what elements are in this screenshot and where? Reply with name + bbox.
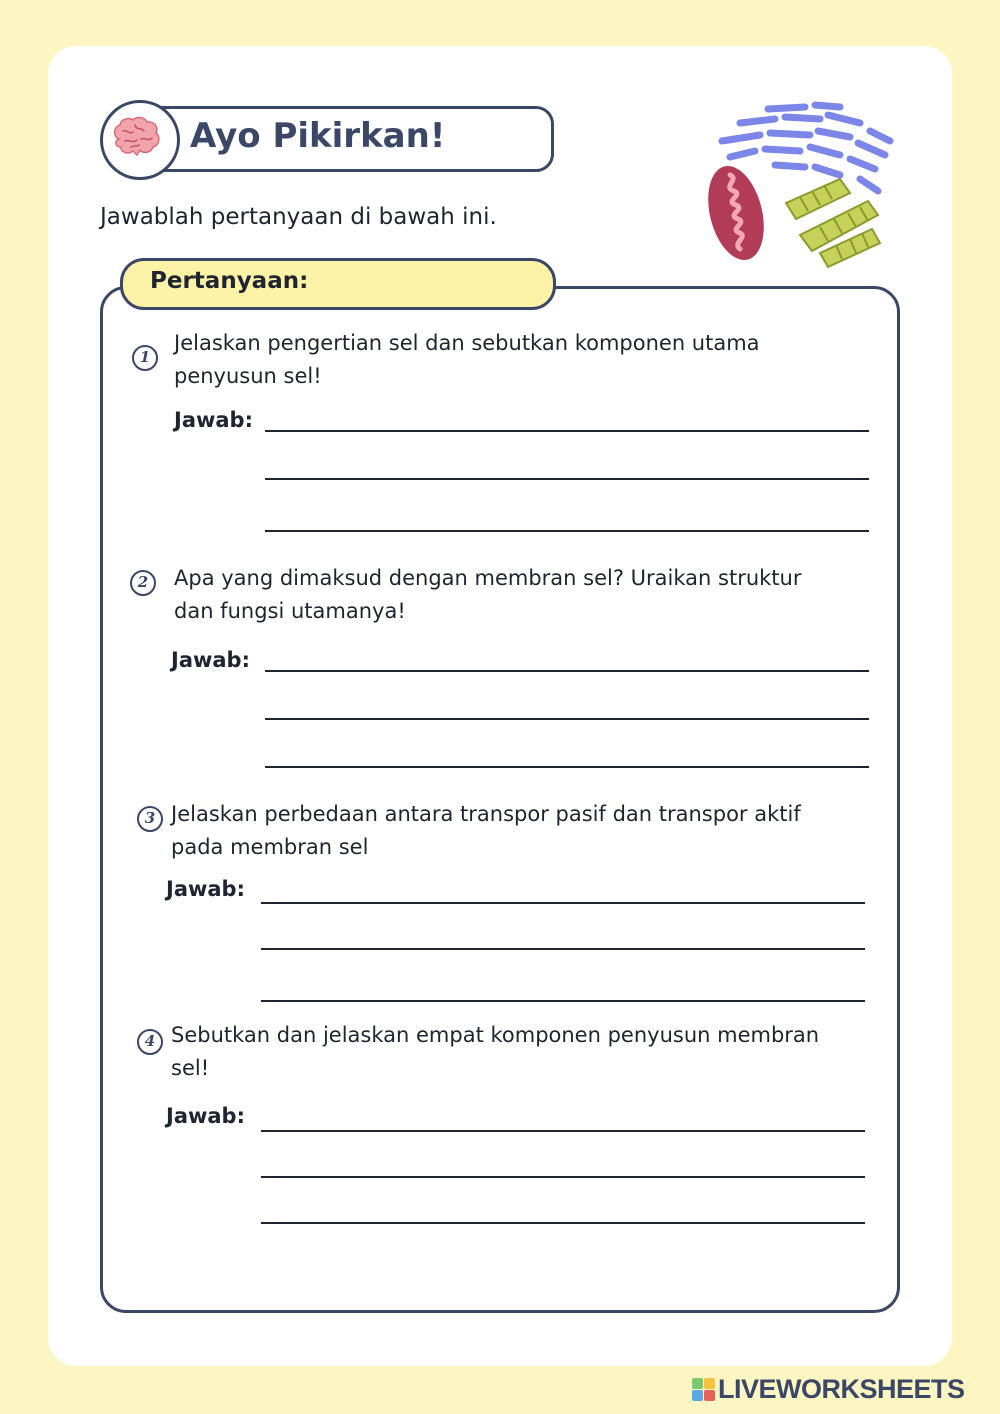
question-text bbox=[174, 562, 864, 628]
answer-line[interactable] bbox=[265, 766, 869, 768]
question-number: 4 bbox=[137, 1029, 163, 1055]
question-line: Apa yang dimaksud dengan membran sel? Uraikan struktur bbox=[174, 566, 802, 590]
answer-label: Jawab: bbox=[174, 408, 253, 432]
answer-line[interactable] bbox=[261, 902, 865, 904]
instruction-text: Jawablah pertanyaan di bawah ini. bbox=[100, 204, 497, 230]
answer-line[interactable] bbox=[261, 1222, 865, 1224]
page-title: Ayo Pikirkan! bbox=[190, 116, 446, 156]
question-line: pada membran sel bbox=[171, 835, 369, 859]
answer-label: Jawab: bbox=[166, 1104, 245, 1128]
liveworksheets-logo-icon bbox=[692, 1378, 716, 1402]
answer-line[interactable] bbox=[265, 670, 869, 672]
answer-line[interactable] bbox=[261, 1000, 865, 1002]
answer-line[interactable] bbox=[265, 478, 869, 480]
answer-label: Jawab: bbox=[171, 648, 250, 672]
answer-line[interactable] bbox=[261, 1176, 865, 1178]
brain-badge bbox=[100, 100, 180, 180]
question-line: dan fungsi utamanya! bbox=[174, 599, 406, 623]
question-line: Jelaskan perbedaan antara transpor pasif dan transpor aktif bbox=[171, 802, 801, 826]
question-number: 1 bbox=[132, 345, 158, 371]
question-line: Jelaskan pengertian sel dan sebutkan komponen utama bbox=[174, 331, 760, 355]
question-line: penyusun sel! bbox=[174, 364, 322, 388]
answer-line[interactable] bbox=[265, 430, 869, 432]
question-number: 2 bbox=[130, 570, 156, 596]
watermark-text[interactable]: LIVEWORKSHEETS bbox=[718, 1374, 965, 1404]
question-text bbox=[174, 327, 864, 393]
answer-label: Jawab: bbox=[166, 877, 245, 901]
question-text bbox=[171, 1019, 861, 1085]
answer-line[interactable] bbox=[265, 718, 869, 720]
organelle-illustration bbox=[700, 95, 900, 270]
brain-icon bbox=[103, 103, 177, 177]
question-line: Sebutkan dan jelaskan empat komponen penyusun membran bbox=[171, 1023, 820, 1047]
answer-line[interactable] bbox=[261, 948, 865, 950]
section-label: Pertanyaan: bbox=[150, 268, 309, 294]
question-number: 3 bbox=[137, 806, 163, 832]
question-text bbox=[171, 798, 861, 864]
answer-line[interactable] bbox=[261, 1130, 865, 1132]
answer-line[interactable] bbox=[265, 530, 869, 532]
question-line: sel! bbox=[171, 1056, 210, 1080]
